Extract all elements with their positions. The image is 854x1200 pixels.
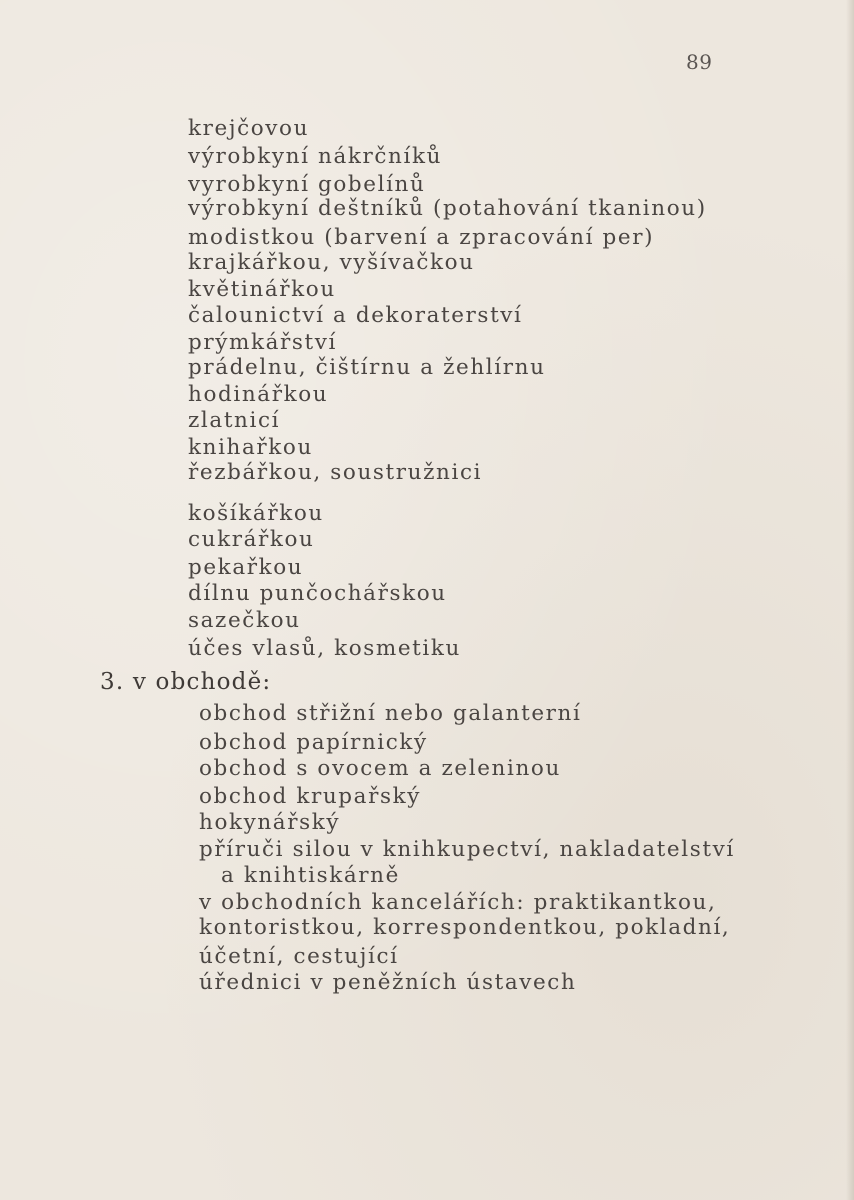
list-item: výrobkyní deštníků (potahování tkaninou) [188,196,707,221]
list-item: prádelnu, čištírnu a žehlírnu [188,355,546,380]
list-item: a knihtiskárně [221,863,400,888]
list-item: hodinářkou [188,382,329,407]
list-item: modistkou (barvení a zpracování per) [188,225,655,250]
list-item: kontoristkou, korrespondentkou, pokladní, [199,915,731,940]
list-item: zlatnicí [188,408,281,433]
list-item: košíkářkou [188,501,324,526]
list-item: řezbářkou, soustružnici [188,460,483,485]
list-item: krajkářkou, vyšívačkou [188,250,475,275]
list-item: obchod papírnický [199,730,428,755]
list-item: prýmkářství [188,330,337,355]
list-item: vyrobkyní gobelínů [188,172,426,197]
list-item: květinářkou [188,277,336,302]
list-item: úřednici v peněžních ústavech [199,970,577,995]
list-item: výrobkyní nákrčníků [188,144,443,169]
list-item: účes vlasů, kosmetiku [188,636,461,661]
list-item: hokynářský [199,810,341,835]
list-item: příruči silou v knihkupectví, nakladatelství [199,837,735,862]
list-item: čalounictví a dekoraterství [188,303,523,328]
page-number: 89 [686,50,713,74]
list-item: krejčovou [188,116,310,141]
list-item: v obchodních kancelářích: praktikantkou, [199,890,717,915]
list-item: sazečkou [188,608,301,633]
page-edge-shadow [846,0,854,1200]
list-item: obchod krupařský [199,784,421,809]
list-item: účetní, cestující [199,944,399,969]
list-item: dílnu punčochářskou [188,581,447,606]
section-heading: 3. v obchodě: [100,669,272,695]
list-item: knihařkou [188,435,313,460]
list-item: pekařkou [188,555,304,580]
list-item: obchod s ovocem a zeleninou [199,756,561,781]
list-item: cukrářkou [188,527,315,552]
list-item: obchod střižní nebo galanterní [199,701,582,726]
